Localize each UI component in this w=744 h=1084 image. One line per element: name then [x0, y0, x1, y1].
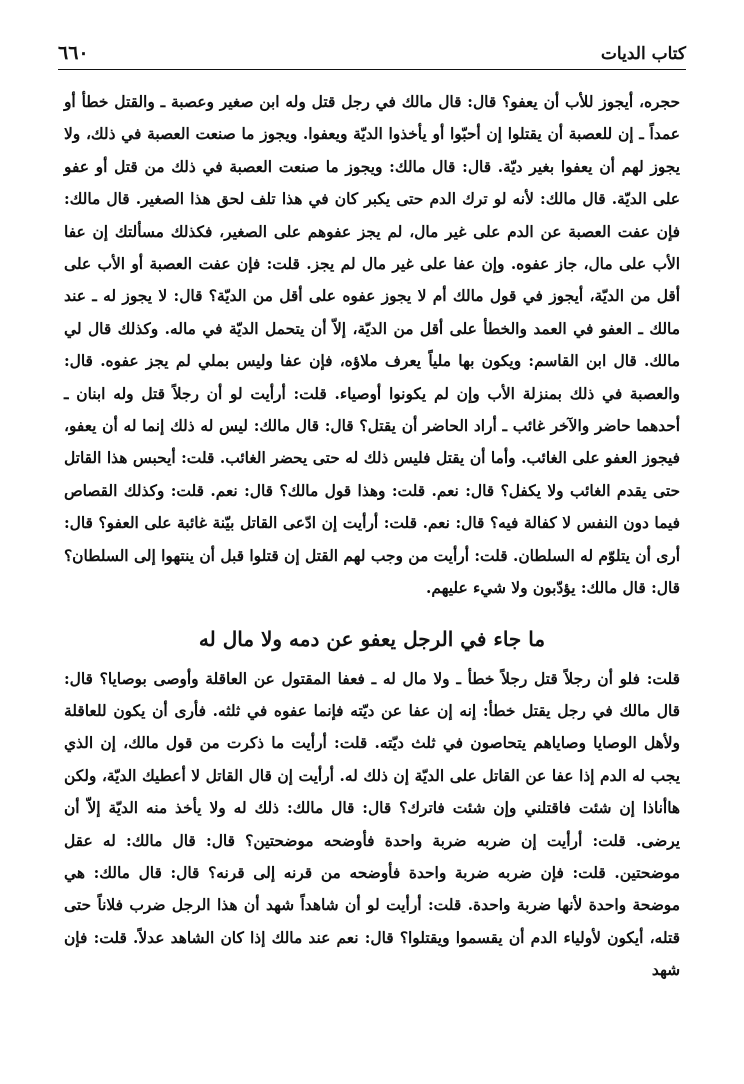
running-title: كتاب الديات — [600, 44, 686, 64]
paragraph-2: قلت: فلو أن رجلاً قتل رجلاً خطأ ـ ولا مال له ـ فعفا المقتول عن العاقلة وأوصى بوصايا؟ قال: قال مالك في رجل يقتل خطأ: إنه إن عفا عن ديّته فإنما عفوه في ثلثه. فأرى أن يكون للعاقلة ولأهل الوصايا وصاياهم يتحاصون في ثلث ديّته. قلت: أرأيت ما ذكرت من قول مالك، إن الذي يجب له الدم إذا عفا عن القاتل على الديّة إن ذلك له. أرأيت إن قال القاتل لا أعطيك الديّة، ولكن هاأناذا إن شئت فاقتلني وإن شئت فاترك؟ قال: قال مالك: ذلك له ولا يأخذ منه الديّة إلاّ أن يرضى. قلت: أرأيت إن ضربه ضربة واحدة فأوضحه موضحتين؟ قال: قال مالك: له عقل موضحتين. قلت: فإن ضربه ضربة واحدة فأوضحه من قرنه إلى قرنه؟ قال: قال مالك: هي موضحة واحدة لأنها ضربة واحدة. قلت: أرأيت لو أن شاهداً شهد أن هذا الرجل ضرب فلاناً حتى قتله، أيكون لأولياء الدم أن يقسموا ويقتلوا؟ قال: نعم عند مالك إذا كان الشاهد عدلاً. قلت: فإن شهد — [64, 669, 680, 980]
paragraph-1: حجره، أيجوز للأب أن يعفو؟ قال: قال مالك في رجل قتل وله ابن صغير وعصبة ـ والقتل خطأ أو عمداً ـ إن للعصبة أن يقتلوا إن أحبّوا أو يأخذوا الديّة ويعفوا. ويجوز ما صنعت العصبة في ذلك، ولا يجوز لهم أن يعفوا بغير ديّة. قال: قال مالك: ويجوز ما صنعت العصبة في ذلك من قتل أو عفو على الديّة. قال مالك: لأنه لو ترك الدم حتى يكبر كان في هذا تلف لحق هذا الصغير. قال مالك: فإن عفت العصبة عن الدم على غير مال، لم يجز عفوهم على الصغير، فكذلك مسألتك إن عفا الأب على مال، جاز عفوه. وإن عفا على غير مال لم يجز. قلت: فإن عفت العصبة أو الأب على أقل من الديّة، أيجوز في قول مالك أم لا يجوز عفوه على أقل من الديّة؟ قال: لا يجوز له ـ عند مالك ـ العفو في العمد والخطأ على أقل من الديّة، إلاّ أن يتحمل الديّة في ماله. وكذلك قال لي مالك. قال ابن القاسم: ويكون بها ملياً يعرف ملاؤه، فإن عفا وليس بملي لم يجز عفوه. قال: والعصبة في ذلك بمنزلة الأب وإن لم يكونوا أوصياء. قلت: أرأيت لو أن رجلاً قتل وله ابنان ـ أحدهما حاضر والآخر غائب ـ أراد الحاضر أن يقتل؟ قال: قال مالك: ليس له ذلك إنما له أن يعفو، فيجوز العفو على الغائب. وأما أن يقتل فليس ذلك له حتى يحضر الغائب. قلت: أيحبس هذا القاتل حتى يقدم الغائب ولا يكفل؟ قال: نعم. قلت: وهذا قول مالك؟ قال: نعم. قلت: وكذلك القصاص فيما دون النفس لا كفالة فيه؟ قال: نعم. قلت: أرأيت إن ادّعى القاتل بيّنة غائبة على العفو؟ قال: أرى أن يتلوّم له السلطان. قلت: أرأيت من وجب لهم القتل إن قتلوا قبل أن ينتهوا إلى السلطان؟ قال: قال مالك: يؤدّبون ولا شيء عليهم. — [64, 93, 681, 598]
body-text — [64, 86, 680, 987]
header-rule — [58, 69, 686, 70]
page-number: ٦٦٠ — [58, 42, 89, 64]
section-heading: ما جاء في الرجل يعفو عن دمه ولا مال له — [198, 626, 546, 651]
page-header — [58, 34, 686, 64]
